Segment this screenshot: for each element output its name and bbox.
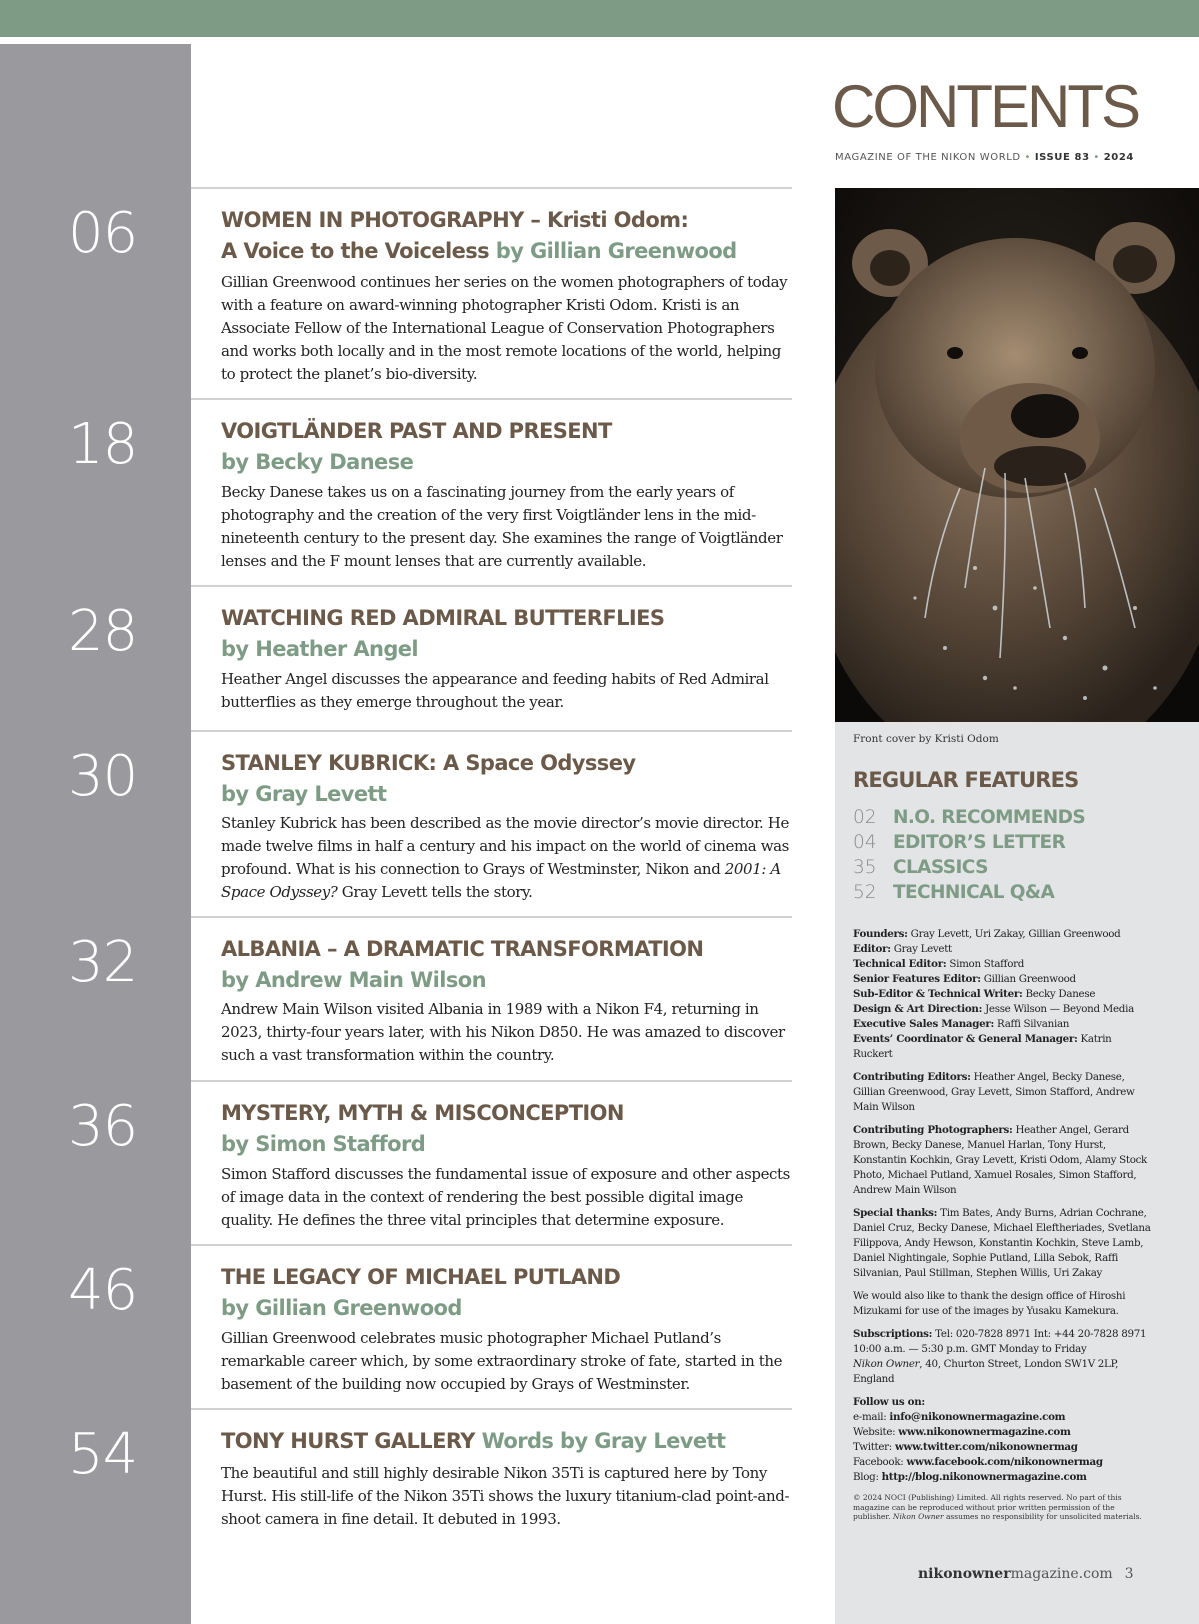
masthead-credits <box>853 927 1153 1522</box>
toc-entry[interactable] <box>68 585 792 730</box>
subscriptions: Subscriptions: Tel: 020-7828 8971 Int: +44 20-7828 8971 <box>853 1328 1147 1340</box>
bear-photo <box>835 188 1199 722</box>
cover-image[interactable] <box>835 188 1199 722</box>
page-title: CONTENTS <box>832 73 1138 140</box>
toc-description: Simon Stafford discusses the fundamental issue of exposure and other aspects of image data in the context of rendering the best possible digital image quality. He defines the three vital principles that determine exposure. <box>221 1165 790 1229</box>
toc-entry[interactable] <box>68 1080 792 1244</box>
page-number-column <box>0 44 191 1624</box>
office-hours: 10:00 a.m. — 5:30 p.m. GMT Monday to Friday <box>853 1343 1087 1355</box>
toc-page-number: 06 <box>68 201 138 266</box>
masthead-subtitle: MAGAZINE OF THE NIKON WORLD • ISSUE 83 • 2024 <box>835 152 1134 163</box>
toc-page-number: 18 <box>68 412 138 477</box>
regular-features-list <box>853 805 1085 905</box>
follow-label: Follow us on: <box>853 1396 925 1408</box>
toc-page-number: 46 <box>68 1258 138 1323</box>
credit-line: Founders: Gray Levett, Uri Zakay, Gillian Greenwood <box>853 928 1121 940</box>
special-thanks: Special thanks: Tim Bates, Andy Burns, Adrian Cochrane, Daniel Cruz, Becky Danese, Michael Eleftheriades, Svetlana Filippova, Andy Hewson, Konstantin Kochkin, Steve Lamb, Daniel Nightingale, Sophie Putland, Lilla Sebok, Raffi Silvanian, Paul Stillman, Stephen Willis, Uri Zakay <box>853 1207 1151 1279</box>
toc-title[interactable]: THE LEGACY OF MICHAEL PUTLAND by Gillian Greenwood <box>221 1265 621 1320</box>
cover-credit: Front cover by Kristi Odom <box>853 733 999 745</box>
toc-description: Heather Angel discusses the appearance and feeding habits of Red Admiral butterflies as they emerge throughout the year. <box>221 670 769 711</box>
toc-entry[interactable] <box>68 1408 792 1558</box>
toc-page-number: 30 <box>68 744 138 809</box>
toc-entry[interactable] <box>68 398 792 585</box>
contributing-editors: Contributing Editors: Heather Angel, Becky Danese, Gillian Greenwood, Gray Levett, Simon Stafford, Andrew Main Wilson <box>853 1071 1135 1113</box>
toc-title[interactable]: ALBANIA – A DRAMATIC TRANSFORMATION by Andrew Main Wilson <box>221 937 704 992</box>
regular-feature-item[interactable]: 35 CLASSICS <box>853 857 988 878</box>
toc-description: The beautiful and still highly desirable Nikon 35Ti is captured here by Tony Hurst. His still-life of the Nikon 35Ti shows the luxury titanium-clad point-and-shoot camera in fine detail. It debuted in 1993. <box>221 1464 790 1528</box>
facebook-link[interactable]: Facebook: www.facebook.com/nikonownermag <box>853 1456 1103 1468</box>
credit-line: Senior Features Editor: Gillian Greenwood <box>853 973 1076 985</box>
credit-line: Technical Editor: Simon Stafford <box>853 958 1025 970</box>
top-color-bar <box>0 0 1199 37</box>
page-footer: nikonownermagazine.com 3 <box>918 1566 1134 1582</box>
regular-feature-item[interactable]: 04 EDITOR’S LETTER <box>853 832 1066 853</box>
toc-page-number: 32 <box>68 930 138 995</box>
footer-site-link[interactable]: nikonowner <box>918 1566 1011 1582</box>
regular-feature-item[interactable]: 52 TECHNICAL Q&A <box>853 882 1055 903</box>
toc-page-number: 28 <box>68 599 138 664</box>
credit-line: Design & Art Direction: Jesse Wilson — Beyond Media <box>853 1003 1134 1015</box>
contributing-photographers: Contributing Photographers: Heather Angel, Gerard Brown, Becky Danese, Manuel Harlan, Tony Hurst, Konstantin Kochkin, Gray Levett, Kristi Odom, Alamy Stock Photo, Michael Putland, Xamuel Rosales, Simon Stafford, Andrew Main Wilson <box>853 1124 1147 1196</box>
toc-description: Becky Danese takes us on a fascinating journey from the early years of photography and the creation of the very first Voigtländer lens in the mid-nineteenth century to the present day. She examines the range of Voigtländer lenses and the F mount lenses that are currently available. <box>221 483 783 570</box>
credit-line: Executive Sales Manager: Raffi Silvanian <box>853 1018 1070 1030</box>
postal-address: Nikon Owner, 40, Churton Street, London SW1V 2LP, England <box>853 1358 1119 1385</box>
email-link[interactable]: e-mail: info@nikonownermagazine.com <box>853 1411 1066 1423</box>
toc-page-number: 54 <box>68 1422 138 1487</box>
credit-line: Events’ Coordinator & General Manager: Katrin Ruckert <box>853 1033 1112 1060</box>
toc-title[interactable]: VOIGTLÄNDER PAST AND PRESENT by Becky Danese <box>221 419 612 474</box>
toc-description: Andrew Main Wilson visited Albania in 1989 with a Nikon F4, returning in 2023, thirty-four years later, with his Nikon D850. He was amazed to discover such a vast transformation within the country. <box>221 1000 785 1064</box>
regular-feature-item[interactable]: 02 N.O. RECOMMENDS <box>853 807 1086 828</box>
toc-entry[interactable] <box>68 916 792 1080</box>
credit-line: Sub-Editor & Technical Writer: Becky Danese <box>853 988 1096 1000</box>
toc-entry[interactable] <box>68 187 792 398</box>
toc-entry[interactable] <box>68 1244 792 1408</box>
toc-description: Gillian Greenwood celebrates music photographer Michael Putland’s remarkable career which, by some extraordinary stroke of fate, started in the basement of the building now occupied by Grays of Westminster. <box>221 1329 783 1393</box>
legal-notice: © 2024 NOCI (Publishing) Limited. All rights reserved. No part of this magazine can be reproduced without prior written permission of the publisher. Nikon Owner assumes no responsibility for unsolicited materials. <box>853 1493 1142 1521</box>
credit-line: Editor: Gray Levett <box>853 943 952 955</box>
toc-page-number: 36 <box>68 1094 138 1159</box>
blog-link[interactable]: Blog: http://blog.nikonownermagazine.com <box>853 1471 1087 1483</box>
toc-title[interactable]: TONY HURST GALLERY Words by Gray Levett <box>221 1429 726 1453</box>
website-link[interactable]: Website: www.nikonownermagazine.com <box>853 1426 1071 1438</box>
twitter-link[interactable]: Twitter: www.twitter.com/nikonownermag <box>853 1441 1078 1453</box>
page-number: 3 <box>1124 1566 1134 1582</box>
toc-title[interactable]: WOMEN IN PHOTOGRAPHY – Kristi Odom: A Voice to the Voiceless by Gillian Greenwood <box>221 208 737 263</box>
regular-features-heading: REGULAR FEATURES <box>853 768 1079 792</box>
toc-title[interactable]: WATCHING RED ADMIRAL BUTTERFLIES by Heather Angel <box>221 606 665 661</box>
toc-description: Gillian Greenwood continues her series on the women photographers of today with a feature on award-winning photographer Kristi Odom. Kristi is an Associate Fellow of the International League of Conservation Photographers and works both locally and in the most remote locations of the world, helping to protect the planet’s bio-diversity. <box>221 273 788 383</box>
toc-description: Stanley Kubrick has been described as the movie director’s movie director. He made twelve films in half a century and his impact on the world of cinema was profound. What is his connection to Grays of Westminster, Nikon and 2001: A Space Odyssey? Gray Levett tells the story. <box>221 814 789 901</box>
toc-title[interactable]: STANLEY KUBRICK: A Space Odyssey by Gray Levett <box>221 751 636 806</box>
toc-entry[interactable] <box>68 730 792 916</box>
toc-title[interactable]: MYSTERY, MYTH & MISCONCEPTION by Simon Stafford <box>221 1101 624 1156</box>
thanks-note: We would also like to thank the design office of Hiroshi Mizukami for use of the images by Yusaku Kamekura. <box>853 1290 1126 1317</box>
